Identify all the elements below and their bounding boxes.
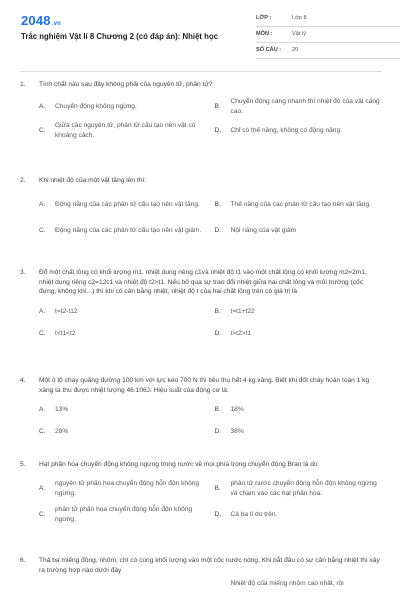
question-6 bbox=[20, 556, 382, 600]
option-letter: C. bbox=[39, 226, 46, 234]
option-letter: C. bbox=[39, 510, 46, 518]
option-c[interactable] bbox=[39, 118, 207, 144]
meta-row-count bbox=[256, 43, 400, 59]
document-title: Trắc nghiệm Vật lí 8 Chương 2 (có đáp án): Nhiệt học bbox=[21, 32, 219, 41]
option-text: 38% bbox=[230, 428, 244, 436]
option-text: phân tử phấn hoa chuyển động hỗn độn không ngừng. bbox=[55, 506, 193, 523]
question-5 bbox=[20, 460, 382, 528]
option-letter: B. bbox=[214, 307, 221, 315]
option-letter: B. bbox=[214, 102, 221, 110]
meta-row-subject bbox=[256, 27, 400, 43]
option-text: Động năng của các phân tử cấu tạo nên vật giảm. bbox=[55, 226, 202, 234]
option-text: Cả ba lí do trên. bbox=[230, 510, 278, 518]
question-4 bbox=[20, 376, 382, 443]
option-a[interactable] bbox=[39, 192, 207, 218]
option-b[interactable] bbox=[215, 192, 383, 218]
option-a[interactable] bbox=[39, 579, 207, 600]
option-d[interactable] bbox=[215, 421, 383, 443]
question-number: 4. bbox=[20, 377, 26, 384]
option-letter: B. bbox=[214, 200, 221, 208]
meta-row-class bbox=[256, 11, 400, 27]
option-text: t=t2-t12 bbox=[55, 307, 78, 315]
option-text: nguyên tử phấn hoa chuyển động hỗn độn không ngừng. bbox=[55, 480, 200, 497]
option-text: 28% bbox=[55, 428, 69, 436]
meta-value: 20 bbox=[292, 47, 299, 54]
question-text: Tính chất nào sau đây không phải của nguyên tử, phân tử? bbox=[39, 81, 213, 88]
option-b[interactable] bbox=[215, 399, 383, 421]
option-d[interactable] bbox=[215, 218, 383, 244]
logo-text: 2048 bbox=[21, 13, 51, 28]
option-d[interactable] bbox=[215, 323, 383, 345]
option-text: Nhiệt độ của miếng nhôm cao nhất, rồi bbox=[230, 580, 344, 588]
option-c[interactable] bbox=[39, 502, 207, 528]
question-number: 3. bbox=[20, 269, 26, 276]
option-letter: A. bbox=[39, 200, 46, 208]
option-letter: A. bbox=[39, 102, 46, 110]
meta-value: Vật lý bbox=[292, 31, 306, 38]
meta-table bbox=[256, 11, 400, 59]
option-text: Nội năng của vật giảm bbox=[230, 226, 297, 234]
site-logo[interactable] bbox=[21, 12, 61, 31]
option-letter: A. bbox=[39, 406, 46, 414]
logo-suffix: .vn bbox=[51, 21, 62, 27]
option-a[interactable] bbox=[39, 301, 207, 323]
option-partial[interactable] bbox=[215, 579, 383, 600]
question-number: 5. bbox=[20, 461, 26, 468]
option-text: phân tử nước chuyển động hỗn độn không ngừng và chạm vào các hạt phấn hoa. bbox=[230, 480, 377, 497]
option-letter: D. bbox=[214, 428, 222, 436]
option-c[interactable] bbox=[39, 421, 207, 443]
option-letter: D. bbox=[214, 226, 222, 234]
option-text: Chỉ có thế năng, không có động năng. bbox=[230, 126, 342, 134]
option-text: Giữa các nguyên tử, phân tử cấu tạo nên vật có khoảng cách. bbox=[55, 122, 196, 139]
option-text: Thế năng của các phân tử cấu tạo nên vật tăng. bbox=[230, 200, 371, 208]
option-text: 13% bbox=[55, 406, 69, 414]
question-text: Đổ một chất lỏng có khối lượng m1, nhiệt dung riêng c1và nhiệt độ t1 vào một chất lỏng có khối lượng m2=2m1, nhiệt dung riêng c2=12c1 và nhiệt độ t2>t1. Nếu bỏ qua sự trao đổi nhiệt giữa hai chất lỏng và môi trường (cốc đựng, không khí...) thì khi có cân bằng nhiệt, nhiệt độ t của hai chất lỏng trên có giá trị là bbox=[39, 269, 367, 296]
option-c[interactable] bbox=[39, 323, 207, 345]
option-text: Chuyển động càng nhanh thì nhiệt độ của vật càng cao. bbox=[230, 98, 380, 115]
question-text: Thả ba miếng đồng, nhôm, chì có cùng khối lượng vào một cốc nước nóng. Khi bắt đầu có sự cân bằng nhiệt thì xảy ra trường hợp nào dưới đây bbox=[39, 557, 380, 574]
option-b[interactable] bbox=[215, 301, 383, 323]
option-text: Chuyển động không ngừng. bbox=[55, 102, 137, 110]
question-text: Hạt phấn hoa chuyển động không ngừng trong nước về mọi phía trong chuyển động Brao là do: bbox=[39, 461, 320, 468]
question-1 bbox=[20, 80, 382, 144]
option-d[interactable] bbox=[215, 502, 383, 528]
question-text: Một ô tô chạy quãng đường 100 km với lực kéo 700 N thì tiêu thụ hết 4 kg xăng. Biết khi đốt cháy hoàn toàn 1 kg xăng ta thu được nhiệt lượng 46.106J. Hiệu suất của động cơ là: bbox=[39, 377, 370, 394]
option-letter: D. bbox=[214, 329, 222, 337]
question-number: 6. bbox=[20, 557, 26, 564]
question-2 bbox=[20, 176, 382, 244]
meta-key: MÔN : bbox=[256, 31, 273, 38]
meta-value: Lớp 8 bbox=[292, 15, 307, 22]
option-c[interactable] bbox=[39, 218, 207, 244]
option-letter: C. bbox=[39, 126, 46, 134]
option-letter: B. bbox=[214, 484, 221, 492]
option-text: t>t2>t1 bbox=[230, 329, 252, 337]
option-a[interactable] bbox=[39, 476, 207, 502]
question-3 bbox=[20, 268, 382, 345]
option-b[interactable] bbox=[215, 96, 383, 118]
option-text: t<t1<t2 bbox=[55, 329, 76, 337]
option-letter: B. bbox=[214, 406, 221, 414]
document-header bbox=[20, 0, 382, 72]
question-number: 2. bbox=[20, 177, 26, 184]
option-b[interactable] bbox=[215, 476, 383, 502]
option-letter: A. bbox=[39, 484, 46, 492]
option-text: 18% bbox=[230, 406, 244, 414]
option-d[interactable] bbox=[215, 118, 383, 144]
option-letter: C. bbox=[39, 428, 46, 436]
option-text: Động năng của các phân tử cấu tạo nên vật tăng. bbox=[55, 200, 200, 208]
question-number: 1. bbox=[20, 81, 26, 88]
meta-key: LỚP : bbox=[256, 15, 272, 22]
option-letter: A. bbox=[39, 307, 46, 315]
option-a[interactable] bbox=[39, 399, 207, 421]
question-text: Khi nhiệt độ của một vật tăng lên thì: bbox=[39, 177, 147, 184]
option-letter: C. bbox=[39, 329, 46, 337]
option-text: t=t1+t22 bbox=[230, 307, 255, 315]
option-a[interactable] bbox=[39, 96, 207, 118]
option-letter: D. bbox=[214, 126, 222, 134]
option-letter: D. bbox=[214, 510, 222, 518]
meta-key: SỐ CÂU : bbox=[256, 47, 282, 54]
